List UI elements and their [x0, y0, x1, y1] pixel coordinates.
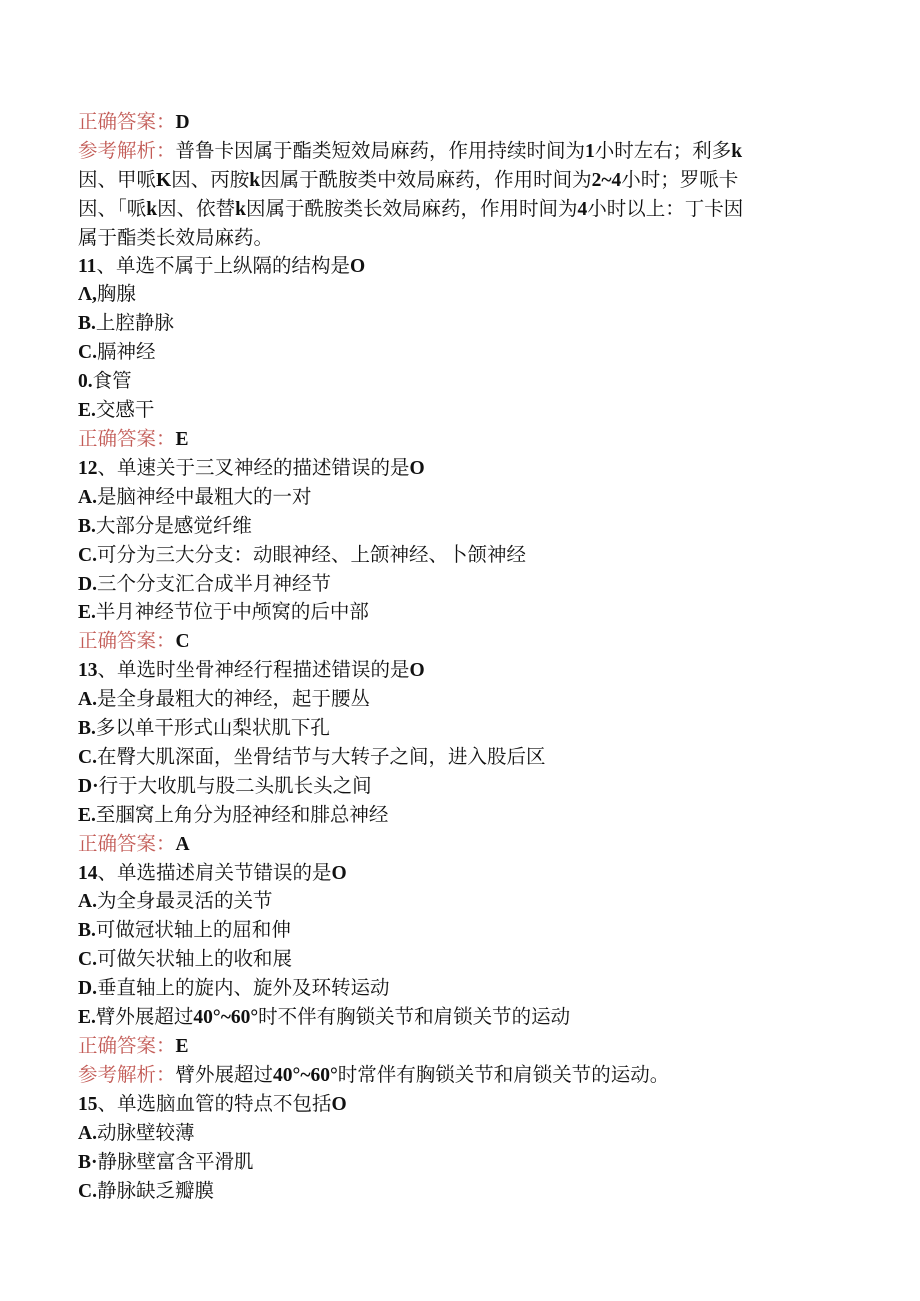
answer-option: B.可做冠状轴上的屈和伸 [78, 918, 291, 942]
latin-run: E. [78, 1007, 96, 1029]
latin-run: E. [78, 400, 96, 422]
answer-option: D.垂直轴上的旋内、旋外及环转运动 [78, 976, 390, 1000]
answer-line [78, 425, 838, 454]
answer-option: D.三个分支汇合成半月神经节 [78, 571, 331, 595]
question-stem: 14、单选描述肩关节错误的是O [78, 860, 347, 884]
latin-run: 4 [577, 198, 588, 220]
answer-option: C.膈神经 [78, 340, 156, 364]
answer-value: C [175, 631, 190, 653]
answer-value: D [175, 112, 190, 133]
latin-run: 11 [78, 255, 97, 277]
answer-option: B.上腔静脉 [78, 311, 174, 335]
latin-run: O [409, 457, 425, 479]
latin-run: 15 [78, 1093, 98, 1115]
latin-run: D. [78, 978, 97, 1000]
latin-run: B. [78, 515, 96, 537]
answer-option: B·静脉壁富含平滑肌 [78, 1149, 254, 1173]
latin-run: C. [78, 342, 97, 364]
latin-run: B. [78, 313, 96, 335]
answer-option: B.大部分是感觉纤维 [78, 513, 252, 537]
latin-run: E. [78, 602, 96, 624]
answer-option: D·行于大收肌与股二头肌长头之间 [78, 773, 372, 797]
answer-option: C.可做矢状轴上的收和展 [78, 947, 292, 971]
latin-run: O [331, 862, 347, 884]
latin-run: A. [78, 1122, 97, 1144]
analysis-label: 参考解析： [78, 138, 176, 162]
latin-run: O [409, 660, 425, 682]
latin-run: O [331, 1093, 347, 1115]
latin-run: Λ, [78, 284, 97, 306]
latin-run: k [731, 140, 743, 162]
latin-run: C. [78, 746, 97, 768]
analysis-line [78, 224, 838, 252]
answer-option: E.臂外展超过40°~60°时不伴有胸锁关节和肩锁关节的运动 [78, 1005, 571, 1029]
latin-run: C. [78, 1180, 97, 1202]
answer-label: 正确答案： [78, 1034, 176, 1057]
answer-option: C.在臀大肌深面，坐骨结节与大转子之间，进入股后区 [78, 744, 546, 768]
answer-line [78, 830, 838, 859]
answer-value: E [175, 428, 189, 450]
latin-run: k [249, 169, 261, 191]
latin-run: 0. [78, 371, 93, 393]
latin-run: B. [78, 920, 96, 942]
latin-run: D· [78, 775, 99, 797]
analysis-line [78, 195, 838, 224]
answer-option: A.是脑神经中最粗大的一对 [78, 484, 312, 508]
latin-run: E. [78, 804, 96, 826]
analysis-text: 因、「哌k因、依替k因属于酰胺类长效局麻药，作用时间为4小时以上：丁卡因 [78, 196, 744, 220]
question-stem: 11、单选不属于上纵隔的结构是O [78, 253, 366, 277]
question-stem: 15、单选脑血管的特点不包括O [78, 1091, 347, 1115]
answer-option: B.多以单干形式山梨状肌下孔 [78, 716, 330, 740]
answer-option: E.交感干 [78, 398, 155, 422]
latin-run: B. [78, 718, 96, 740]
latin-run: k [146, 198, 158, 220]
analysis-line [78, 137, 838, 166]
analysis-label: 参考解析： [78, 1062, 176, 1086]
answer-label: 正确答案： [78, 110, 176, 133]
answer-value: A [175, 833, 190, 855]
answer-value: E [175, 1036, 189, 1057]
latin-run: 40°~60° [273, 1064, 338, 1086]
question-stem: 13、单选时坐骨神经行程描述错误的是O [78, 658, 425, 682]
latin-run: 14 [78, 862, 98, 884]
answer-line [78, 1032, 838, 1061]
answer-option: Λ,胸腺 [78, 282, 136, 306]
latin-run: C. [78, 949, 97, 971]
answer-label: 正确答案： [78, 426, 176, 450]
document-page [78, 108, 838, 1205]
answer-line [78, 627, 838, 656]
latin-run: A. [78, 689, 97, 711]
analysis-text: 普鲁卡因属于酯类短效局麻药，作用持续时间为1小时左右；利多k [175, 138, 743, 162]
latin-run: A. [78, 486, 97, 508]
analysis-line [78, 1061, 838, 1090]
latin-run: K [156, 169, 172, 191]
answer-option: C.可分为三大分支：动眼神经、上颌神经、卜颌神经 [78, 542, 526, 566]
question-stem: 12、单速关于三叉神经的描述错误的是O [78, 455, 425, 479]
analysis-text: 属于酯类长效局麻药。 [78, 225, 274, 249]
answer-option: A.为全身最灵活的关节 [78, 889, 273, 913]
analysis-line [78, 166, 838, 195]
latin-run: k [235, 198, 246, 220]
answer-option: C.静脉缺乏瓣膜 [78, 1178, 214, 1202]
latin-run: 12 [78, 457, 98, 479]
answer-option: E.至腘窝上角分为胫神经和腓总神经 [78, 802, 389, 826]
answer-line [78, 108, 838, 137]
question-list [78, 108, 838, 1205]
analysis-text: 臂外展超过40°~60°时常伴有胸锁关节和肩锁关节的运动。 [175, 1062, 670, 1086]
answer-label: 正确答案： [78, 831, 176, 855]
latin-run: B· [78, 1151, 98, 1173]
answer-option: A.动脉壁较薄 [78, 1120, 195, 1144]
answer-option: A.是全身最粗大的神经，起于腰丛 [78, 687, 370, 711]
answer-option: E.半月神经节位于中颅窝的后中部 [78, 600, 369, 624]
latin-run: 1 [585, 140, 595, 162]
answer-label: 正确答案： [78, 629, 176, 653]
latin-run: 13 [78, 660, 98, 682]
latin-run: C. [78, 544, 97, 566]
latin-run: 2~4 [591, 169, 622, 191]
latin-run: D. [78, 573, 97, 595]
answer-option: 0.食管 [78, 369, 132, 393]
analysis-text: 因、甲哌K因、丙胺k因属于酰胺类中效局麻药，作用时间为2~4小时；罗哌卡 [78, 167, 739, 191]
latin-run: O [349, 255, 366, 277]
latin-run: 40°~60° [193, 1007, 259, 1029]
latin-run: A. [78, 891, 97, 913]
